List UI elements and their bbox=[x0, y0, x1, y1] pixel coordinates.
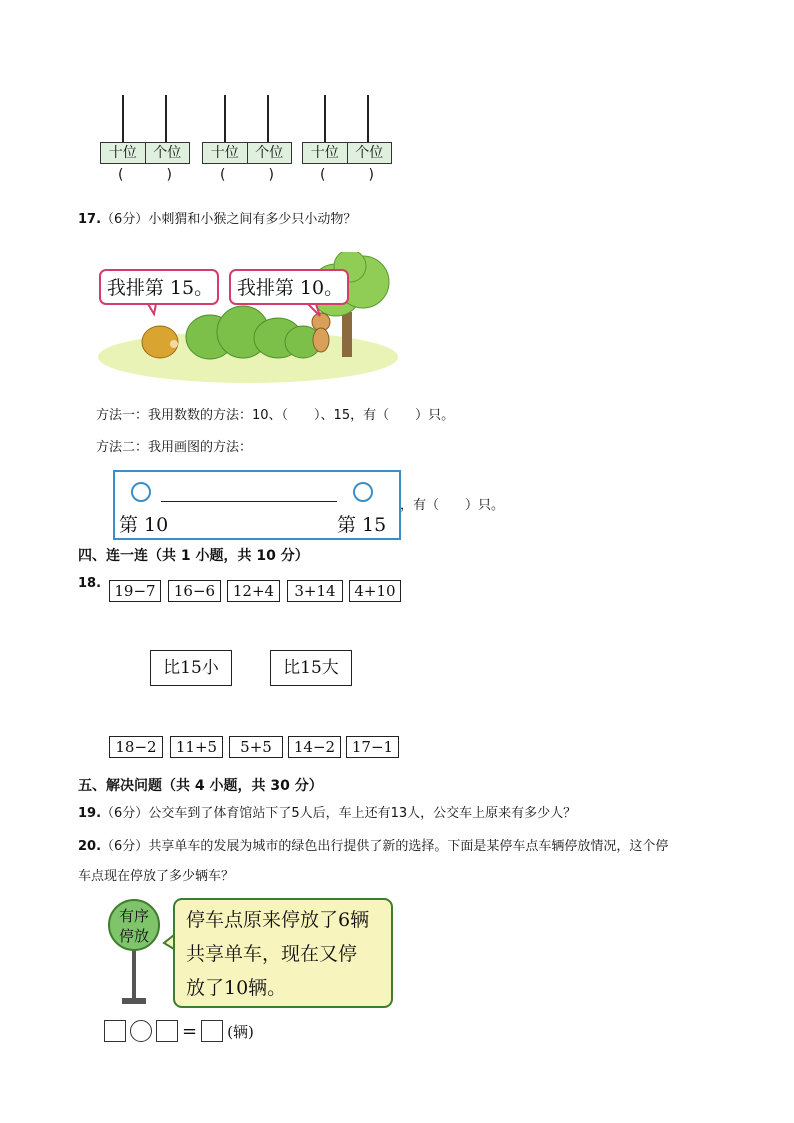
hedgehog-monkey-illustration bbox=[98, 252, 400, 384]
expr-bottom-3[interactable]: 5+5 bbox=[229, 736, 283, 758]
operator-circle-icon[interactable] bbox=[130, 1020, 152, 1042]
question-text-line1: 共享单车的发展为城市的绿色出行提供了新的选择。下面是某停车点车辆停放情况，这个停 bbox=[148, 839, 669, 854]
parking-illustration bbox=[100, 895, 398, 1015]
question-score: （6分） bbox=[101, 806, 149, 821]
start-circle-icon bbox=[131, 482, 151, 502]
less-than-15-box[interactable]: 比15小 bbox=[150, 650, 232, 686]
end-circle-icon bbox=[353, 482, 373, 502]
tens-rod bbox=[224, 95, 226, 143]
abacus-1 bbox=[100, 95, 190, 185]
blank-square-2[interactable] bbox=[156, 1020, 178, 1042]
answer-blank[interactable]: ( ) bbox=[220, 167, 274, 183]
question-number: 19. bbox=[78, 806, 102, 821]
tens-label: 十位 bbox=[303, 143, 348, 163]
card-text-line2: 共享单车，现在又停 bbox=[186, 943, 358, 965]
tens-rod bbox=[122, 95, 124, 143]
expr-top-4[interactable]: 3+14 bbox=[287, 580, 343, 602]
sign-text-line2: 停放 bbox=[118, 927, 149, 945]
scene-drawing bbox=[98, 252, 400, 384]
expr-bottom-5[interactable]: 17−1 bbox=[346, 736, 399, 758]
abacus-3 bbox=[302, 95, 392, 185]
unit-label: (辆) bbox=[227, 1022, 254, 1041]
card-text-line3: 放了10辆。 bbox=[186, 977, 287, 999]
section-5-title: 五、解决问题（共 4 小题，共 30 分） bbox=[78, 778, 323, 794]
equal-sign: = bbox=[182, 1020, 198, 1042]
question-text: 小刺猬和小猴之间有多少只小动物？ bbox=[148, 212, 357, 227]
expr-top-1[interactable]: 19−7 bbox=[109, 580, 161, 602]
start-position-label: 第 10 bbox=[119, 514, 169, 536]
tens-label: 十位 bbox=[101, 143, 146, 163]
ones-label: 个位 bbox=[153, 145, 182, 161]
expr-bottom-1[interactable]: 18−2 bbox=[109, 736, 163, 758]
question-18-number: 18. bbox=[78, 576, 102, 591]
question-20 bbox=[78, 832, 742, 892]
monkey-speech-bubble: 我排第 10。 bbox=[236, 277, 344, 299]
greater-than-15-box[interactable]: 比15大 bbox=[270, 650, 352, 686]
question-17 bbox=[78, 208, 356, 227]
equation-row bbox=[104, 1020, 254, 1042]
tens-label: 十位 bbox=[203, 143, 248, 163]
expr-top-5[interactable]: 4+10 bbox=[349, 580, 401, 602]
ones-label: 个位 bbox=[355, 145, 384, 161]
ones-rod bbox=[367, 95, 369, 143]
place-value-label bbox=[302, 142, 392, 164]
diagram-answer: ，有（ ）只。 bbox=[400, 498, 505, 513]
section-4-title: 四、连一连（共 1 小题，共 10 分） bbox=[78, 548, 309, 564]
question-score: （6分） bbox=[101, 839, 149, 854]
blank-square-result[interactable] bbox=[201, 1020, 223, 1042]
expr-top-2[interactable]: 16−6 bbox=[168, 580, 221, 602]
answer-blank[interactable]: ( ) bbox=[320, 167, 374, 183]
question-score: （6分） bbox=[101, 212, 149, 227]
question-number: 17. bbox=[78, 212, 102, 227]
question-19 bbox=[78, 802, 576, 821]
hedgehog-speech-bubble: 我排第 15。 bbox=[106, 277, 214, 299]
line-diagram-box bbox=[113, 470, 401, 540]
abacus-2 bbox=[202, 95, 292, 185]
question-number: 20. bbox=[78, 839, 102, 854]
card-text-line1: 停车点原来停放了6辆 bbox=[186, 909, 370, 931]
answer-blank[interactable]: ( ) bbox=[118, 167, 172, 183]
method-one: 方法一：我用数数的方法：10、（ ）、15，有（ ）只。 bbox=[96, 408, 455, 423]
place-value-label bbox=[202, 142, 292, 164]
ones-rod bbox=[165, 95, 167, 143]
blank-square-1[interactable] bbox=[104, 1020, 126, 1042]
ones-label: 个位 bbox=[255, 145, 284, 161]
expr-top-3[interactable]: 12+4 bbox=[227, 580, 280, 602]
question-text-line2: 车点现在停放了多少辆车？ bbox=[78, 869, 235, 884]
place-value-label bbox=[100, 142, 190, 164]
connecting-line bbox=[161, 501, 337, 502]
method-two: 方法二：我用画图的方法： bbox=[96, 440, 253, 455]
end-position-label: 第 15 bbox=[337, 514, 387, 536]
ones-rod bbox=[267, 95, 269, 143]
sign-text-line1: 有序 bbox=[118, 907, 149, 925]
expr-bottom-2[interactable]: 11+5 bbox=[170, 736, 223, 758]
expr-bottom-4[interactable]: 14−2 bbox=[288, 736, 341, 758]
tens-rod bbox=[324, 95, 326, 143]
question-text: 公交车到了体育馆站下了5人后，车上还有13人，公交车上原来有多少人？ bbox=[148, 806, 577, 821]
